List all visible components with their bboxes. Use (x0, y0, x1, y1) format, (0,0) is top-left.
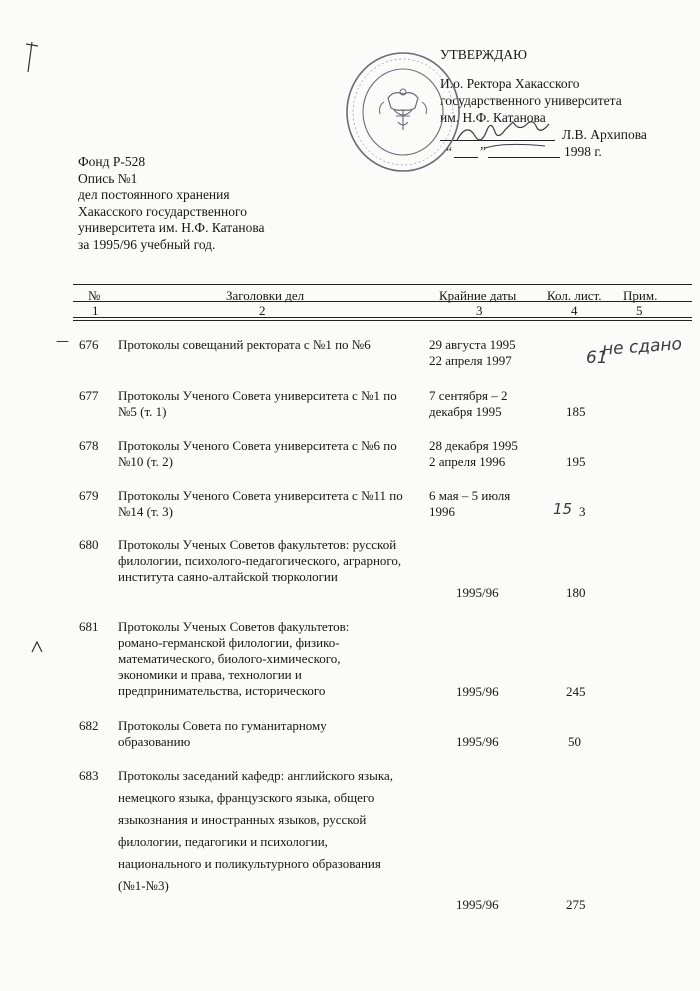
handwritten-count-676: 61 (586, 348, 608, 368)
row-date-start: 1995/96 (456, 734, 499, 749)
row-date-start: 7 сентября – 2 (429, 388, 508, 403)
row-count: 245 (566, 684, 586, 699)
approval-title: УТВЕРЖДАЮ (440, 47, 528, 62)
row-count: 275 (566, 897, 586, 912)
fond-line-2: Опись №1 (78, 170, 138, 186)
row-title: Протоколы Ученых Советов факультетов: русской филологии, психолого-педагогического, аграрного, института саяно-алтайской тюркологии (118, 537, 402, 584)
margin-mark (18, 38, 48, 78)
header-title: Заголовки дел (226, 288, 305, 303)
row-title: Протоколы Совета по гуманитарному образованию (118, 718, 327, 749)
fond-line-3: дел постоянного хранения (78, 187, 230, 202)
fond-header (78, 154, 265, 253)
row-number: 679 (79, 488, 99, 503)
row-number: 681 (79, 619, 99, 634)
row-date-end: декабря 1995 (429, 404, 502, 419)
header-num: № (88, 288, 101, 303)
colnum-2: 2 (259, 303, 266, 318)
row-title: Протоколы Ученого Совета университета с №6 по №10 (т. 2) (118, 438, 397, 469)
table-rule-top (73, 284, 692, 285)
row-title: Протоколы Ученого Совета университета с №1 по №5 (т. 1) (118, 388, 397, 419)
fond-line-6: за 1995/96 учебный год. (78, 236, 216, 252)
row-count: 50 (568, 734, 581, 749)
header-dates: Крайние даты (439, 288, 517, 303)
row-date-start: 1995/96 (456, 585, 499, 600)
handwritten-count-679: 15 (553, 500, 573, 518)
row-number: 676 (79, 337, 99, 352)
university-seal (344, 50, 462, 174)
handwritten-note: не сдано (601, 334, 683, 360)
margin-mark (30, 640, 44, 654)
approval-date-quote: ” (480, 144, 486, 159)
table-rule-double (73, 320, 692, 321)
row-number: 677 (79, 388, 99, 403)
row-title: Протоколы совещаний ректората с №1 по №6 (118, 337, 371, 352)
header-notes: Прим. (623, 288, 658, 303)
row-number: 678 (79, 438, 99, 453)
approval-block: УТВЕРЖДАЮ И.о. Ректора Хакасского государственного университета им. Н.Ф. Катанова Л.В. Архипова “ ” 1998 г. (440, 47, 647, 159)
row-count: 185 (566, 404, 586, 419)
row-count: 195 (566, 454, 586, 469)
table-rule-bottom (73, 317, 692, 318)
row-date-end: 1996 (429, 504, 455, 519)
row-title: Протоколы Ученого Совета университета с №11 по №14 (т. 3) (118, 488, 403, 519)
fond-line-1: Фонд Р-528 (78, 154, 146, 169)
row-title: Протоколы Ученых Советов факультетов: романо-германской филологии, физико-математического, биолого-химического, экономики и права, технологии и предпринимательства, исторического (118, 619, 350, 698)
row-date-start: 1995/96 (456, 684, 499, 699)
row-date-start: 1995/96 (456, 897, 499, 912)
row-date-start: 6 мая – 5 июля (429, 488, 511, 503)
approval-line-2: государственного университета (440, 93, 622, 108)
signature (455, 110, 575, 160)
header-count: Кол. лист. (547, 288, 602, 303)
colnum-3: 3 (476, 303, 483, 318)
approval-signer: Л.В. Архипова (562, 127, 647, 142)
approval-line-1: И.о. Ректора Хакасского (440, 76, 580, 91)
row-count: 180 (566, 585, 586, 600)
row-number: 683 (79, 768, 99, 783)
fond-line-4: Хакасского государственного (78, 203, 247, 219)
row-title: Протоколы заседаний кафедр: английского языка, немецкого языка, французского языка, общего языкознания и иностранных языков, русской филологии, педагогики и психологии, национального и поликультурного образования (№1-№3) (118, 768, 393, 893)
row-count: 3 (579, 504, 586, 519)
row-number: 682 (79, 718, 99, 733)
approval-year: 1998 г. (564, 144, 602, 159)
row-date-start: 28 декабря 1995 (429, 438, 518, 453)
approval-line-3: им. Н.Ф. Катанова (440, 110, 546, 125)
row-date-start: 29 августа 1995 (429, 337, 516, 352)
colnum-4: 4 (571, 303, 578, 318)
fond-line-5: университета им. Н.Ф. Катанова (78, 220, 265, 235)
colnum-1: 1 (92, 303, 99, 318)
row-number: 680 (79, 537, 99, 552)
row-date-end: 22 апреля 1997 (429, 353, 512, 368)
row-date-end: 2 апреля 1996 (429, 454, 506, 469)
colnum-5: 5 (636, 303, 643, 318)
